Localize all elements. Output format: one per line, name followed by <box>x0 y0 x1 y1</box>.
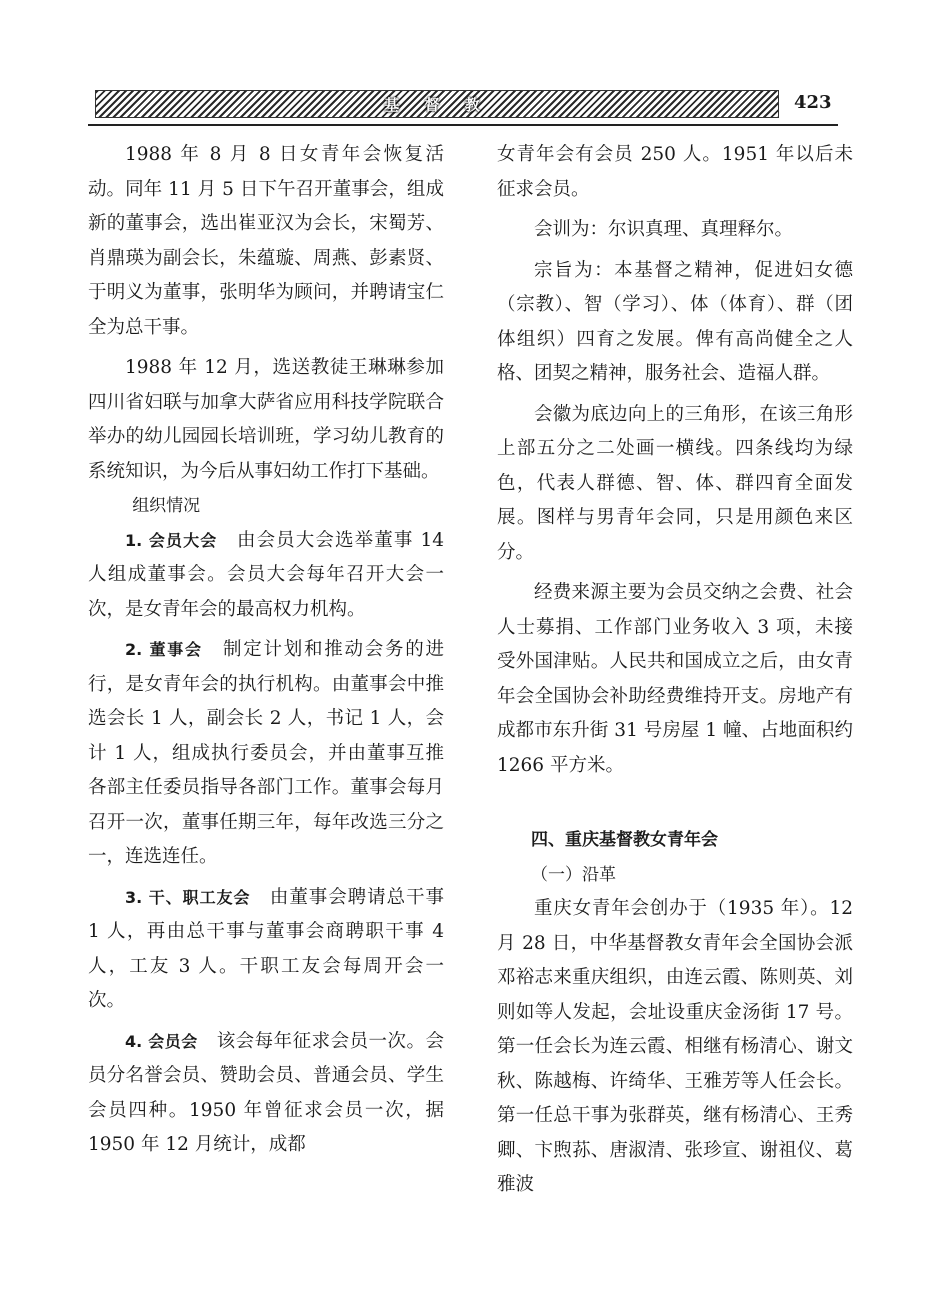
paragraph: 会徽为底边向上的三角形，在该三角形上部五分之二处画一横线。四条线均为绿色，代表人群德、智、体、群四育全面发展。图样与男青年会同，只是用颜色来区分。 <box>497 403 853 563</box>
paragraph: 会训为：尔识真理、真理释尔。 <box>534 219 794 240</box>
paragraph: 重庆女青年会创办于（1935 年）。12 月 28 日，中华基督教女青年会全国协会派邓裕志来重庆组织，由连云霞、陈则英、刘则如等人发起，会址设重庆金汤街 17 号。第一任会长为连云霞、相继有杨清心、谢文秋、陈越梅、许绮华、王雅芳等人任会长。第一任总干事为张群英，继有杨清心、王秀卿、卞煦荪、唐淑清、张珍宣、谢祖仪、葛雅波 <box>497 898 853 1195</box>
list-item <box>88 633 444 875</box>
page-number: 423 <box>794 92 832 113</box>
list-item-label: 3. 干、职工友会 <box>125 887 251 907</box>
list-item-text: 该会每年征求会员一次。会员分名誉会员、赞助会员、普通会员、学生会员四种。1950 年曾征求会员一次，据 1950 年 12 月统计，成都 <box>88 1030 444 1155</box>
list-item-text: 由会员大会选举董事 14 人组成董事会。会员大会每年召开大会一次，是女青年会的最高权力机构。 <box>88 529 444 620</box>
left-column <box>88 138 444 1163</box>
list-item <box>88 524 444 628</box>
list-item-label: 1. 会员大会 <box>125 530 218 550</box>
paragraph: 经费来源主要为会员交纳之会费、社会人士募捐、工作部门业务收入 3 项，未接受外国津贴。人民共和国成立之后，由女青年会全国协会补助经费维持开支。房地产有成都市东升街 31 号房屋 1 幢、占地面积约 1266 平方米。 <box>497 582 853 776</box>
list-item-text: 由董事会聘请总干事 1 人，再由总干事与董事会商聘职干事 4 人，工友 3 人。干职工友会每周开会一次。 <box>88 886 444 1011</box>
right-column <box>497 138 853 1203</box>
paragraph: 女青年会有会员 250 人。1951 年以后未征求会员。 <box>497 144 853 200</box>
list-item-label: 4. 会员会 <box>125 1031 198 1051</box>
header-rule <box>88 124 838 126</box>
paragraph: 宗旨为：本基督之精神，促进妇女德（宗教）、智（学习）、体（体育）、群（团体组织）四育之发展。俾有高尚健全之人格、团契之精神，服务社会、造福人群。 <box>497 259 853 384</box>
list-item <box>88 881 444 1019</box>
list-item <box>88 1025 444 1163</box>
section-heading: 四、重庆基督教女青年会 <box>531 830 718 850</box>
list-item-text: 制定计划和推动会务的进行，是女青年会的执行机构。由董事会中推选会长 1 人，副会长 2 人，书记 1 人，会计 1 人，组成执行委员会，并由董事互推各部主任委员指导各部门工作。董事会每月召开一次，董事任期三年，每年改选三分之一，连选连任。 <box>88 639 444 867</box>
running-header-band <box>95 90 779 118</box>
paragraph: 1988 年 12 月，选送教徒王琳琳参加四川省妇联与加拿大萨省应用科技学院联合举办的幼儿园园长培训班，学习幼儿教育的系统知识，为今后从事妇幼工作打下基础。 <box>88 357 444 482</box>
subsection-heading: （一）沿革 <box>531 864 616 885</box>
paragraph: 1988 年 8 月 8 日女青年会恢复活动。同年 11 月 5 日下午召开董事会，组成新的董事会，选出崔亚汉为会长，宋蜀芳、肖鼎瑛为副会长，朱蕴璇、周燕、彭素贤、于明义为董事，张明华为顾问，并聘请宝仁全为总干事。 <box>88 144 444 338</box>
list-item-label: 2. 董事会 <box>125 640 203 659</box>
running-header-title: 基 督 教 <box>384 95 490 114</box>
subsection-heading: 组织情况 <box>132 496 201 516</box>
